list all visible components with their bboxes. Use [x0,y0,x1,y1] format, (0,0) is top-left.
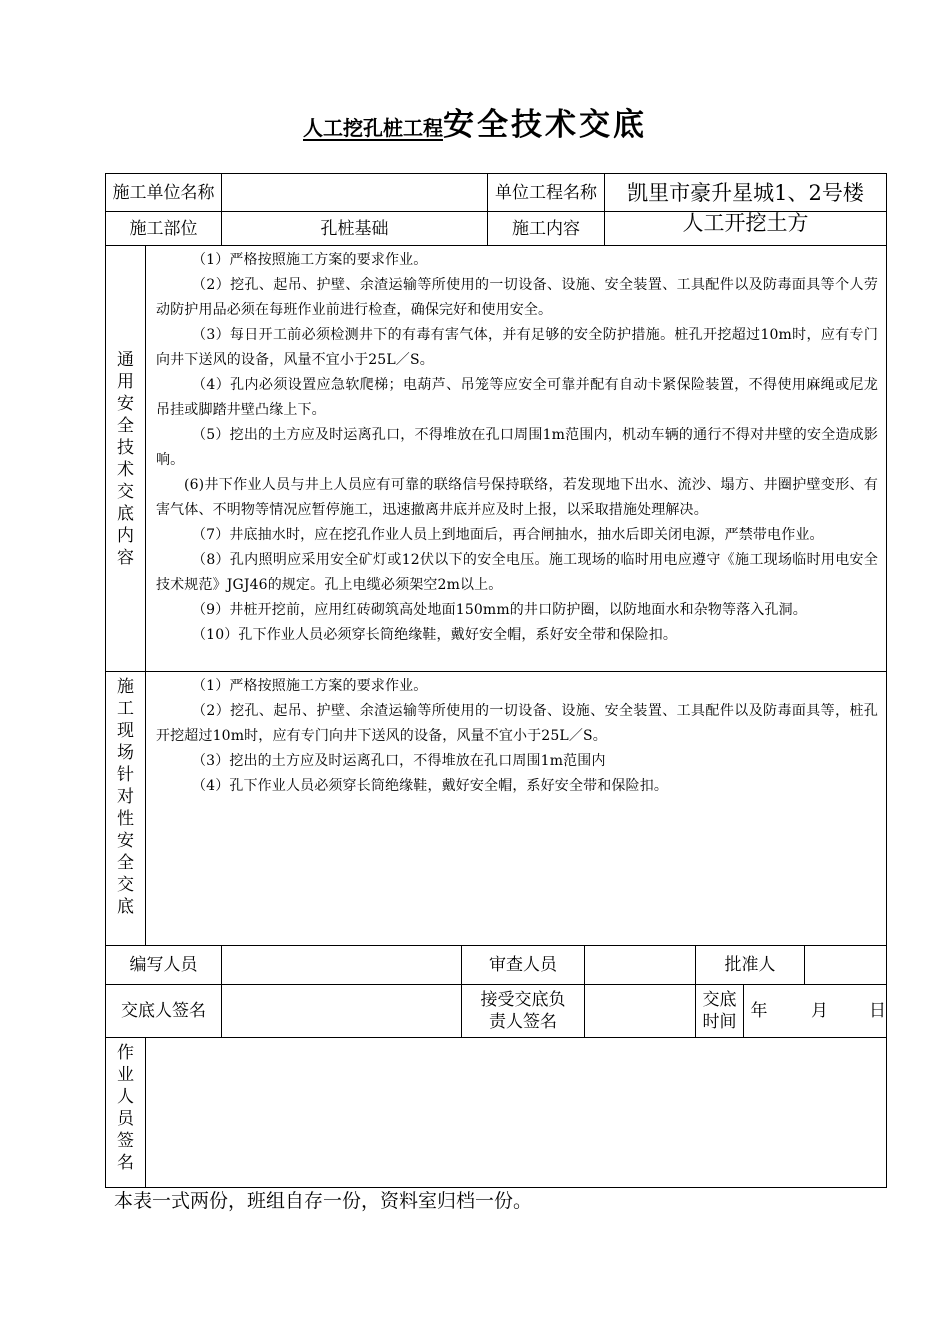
footer-note: 本表一式两份，班组自存一份，资料室归档一份。 [114,1190,533,1212]
general-item: （1）严格按照施工方案的要求作业。 [192,252,428,268]
project-name-label: 单位工程名称 [488,174,605,212]
disclosure-time-label: 交底时间 [696,985,744,1037]
unit-name-field[interactable] [222,174,488,212]
general-item: （3）每日开工前必须检测井下的有毒有害气体，并有足够的安全防护措施。桩孔开挖超过10m时，应有专门向井下送风的设备，风量不宜小于25L／S。 [156,327,879,368]
approver-cell [696,946,887,985]
approver-label: 批准人 [696,946,805,984]
general-item: （7）井底抽水时，应在挖孔作业人员上到地面后，再合闸抽水，抽水后即关闭电源，严禁带电作业。 [192,527,824,543]
specific-item: （2）挖孔、起吊、护壁、余渣运输等所使用的一切设备、设施、安全装置、工具配件以及防毒面具等，桩孔开挖超过10m时，应有专门向井下送风的设备，风量不宜小于25L／S。 [156,703,879,744]
worker-signature-label: 作 业 人 员 签 名 [106,1038,146,1188]
unit-name-label: 施工单位名称 [106,174,222,212]
general-item: （8）孔内照明应采用安全矿灯或12伏以下的安全电压。施工现场的临时用电应遵守《施工现场临时用电安全技术规范》JGJ46的规定。孔上电缆必须架空2m以上。 [156,552,879,593]
writer-field[interactable] [222,946,462,985]
construction-part-label: 施工部位 [106,212,222,246]
construction-content-label: 施工内容 [488,212,605,246]
general-item: (6)井下作业人员与井上人员应有可靠的联络信号保持联络，若发现地下出水、流沙、塌方、井圈护壁变形、有害气体、不明物等情况应暂停施工，迅速撤离井底并应及时上报，以采取措施处理解决。 [156,477,879,518]
approver-field[interactable] [805,946,887,984]
specific-item: （4）孔下作业人员必须穿长筒绝缘鞋，戴好安全帽，系好安全带和保险扣。 [192,778,669,794]
receiver-label: 接受交底负 责人签名 [462,985,585,1038]
worker-signature-area[interactable] [146,1038,887,1188]
general-item: （5）挖出的土方应及时运离孔口，不得堆放在孔口周围1m范围内，机动车辆的通行不得对井壁的安全造成影响。 [156,427,879,468]
general-item: （10）孔下作业人员必须穿长筒绝缘鞋，戴好安全帽，系好安全带和保险扣。 [192,627,678,643]
receiver-signature-field[interactable] [585,985,696,1038]
specific-item: （1）严格按照施工方案的要求作业。 [192,678,428,694]
general-item: （9）井桩开挖前，应用红砖砌筑高处地面150mm的井口防护圈，以防地面水和杂物等落入孔洞。 [192,602,807,618]
title-main: 安全技术交底 [443,107,647,143]
specific-section-content [146,672,887,946]
title-prefix: 人工挖孔桩工程 [303,116,443,140]
specific-item: （3）挖出的土方应及时运离孔口，不得堆放在孔口周围1m范围内 [192,753,606,769]
construction-content-value: 人工开挖土方 [605,212,887,246]
document-title [0,100,950,155]
general-section-content [146,246,887,672]
discloser-label: 交底人签名 [106,985,222,1038]
general-item: （4）孔内必须设置应急软爬梯；电葫芦、吊笼等应安全可靠并配有自动卡紧保险装置，不得使用麻绳或尼龙吊挂或脚踏井壁凸缘上下。 [156,377,879,418]
construction-part-value: 孔桩基础 [222,212,488,246]
disclosure-form-table [105,173,887,1188]
specific-section-label: 施 工 现 场 针 对 性 安 全 交 底 [106,672,146,946]
general-item: （2）挖孔、起吊、护壁、余渣运输等所使用的一切设备、设施、安全装置、工具配件以及防毒面具等个人劳动防护用品必须在每班作业前进行检查，确保完好和使用安全。 [156,277,879,318]
project-name-value: 凯里市豪升星城1、2号楼 [605,174,887,212]
general-section-label: 通 用 安 全 技 术 交 底 内 容 [106,246,146,672]
disclosure-time-cell [696,985,887,1038]
discloser-signature-field[interactable] [222,985,462,1038]
disclosure-date-field[interactable]: 年 月 日 [750,1001,887,1021]
writer-label: 编写人员 [106,946,222,985]
reviewer-label: 审查人员 [462,946,585,985]
reviewer-field[interactable] [585,946,696,985]
